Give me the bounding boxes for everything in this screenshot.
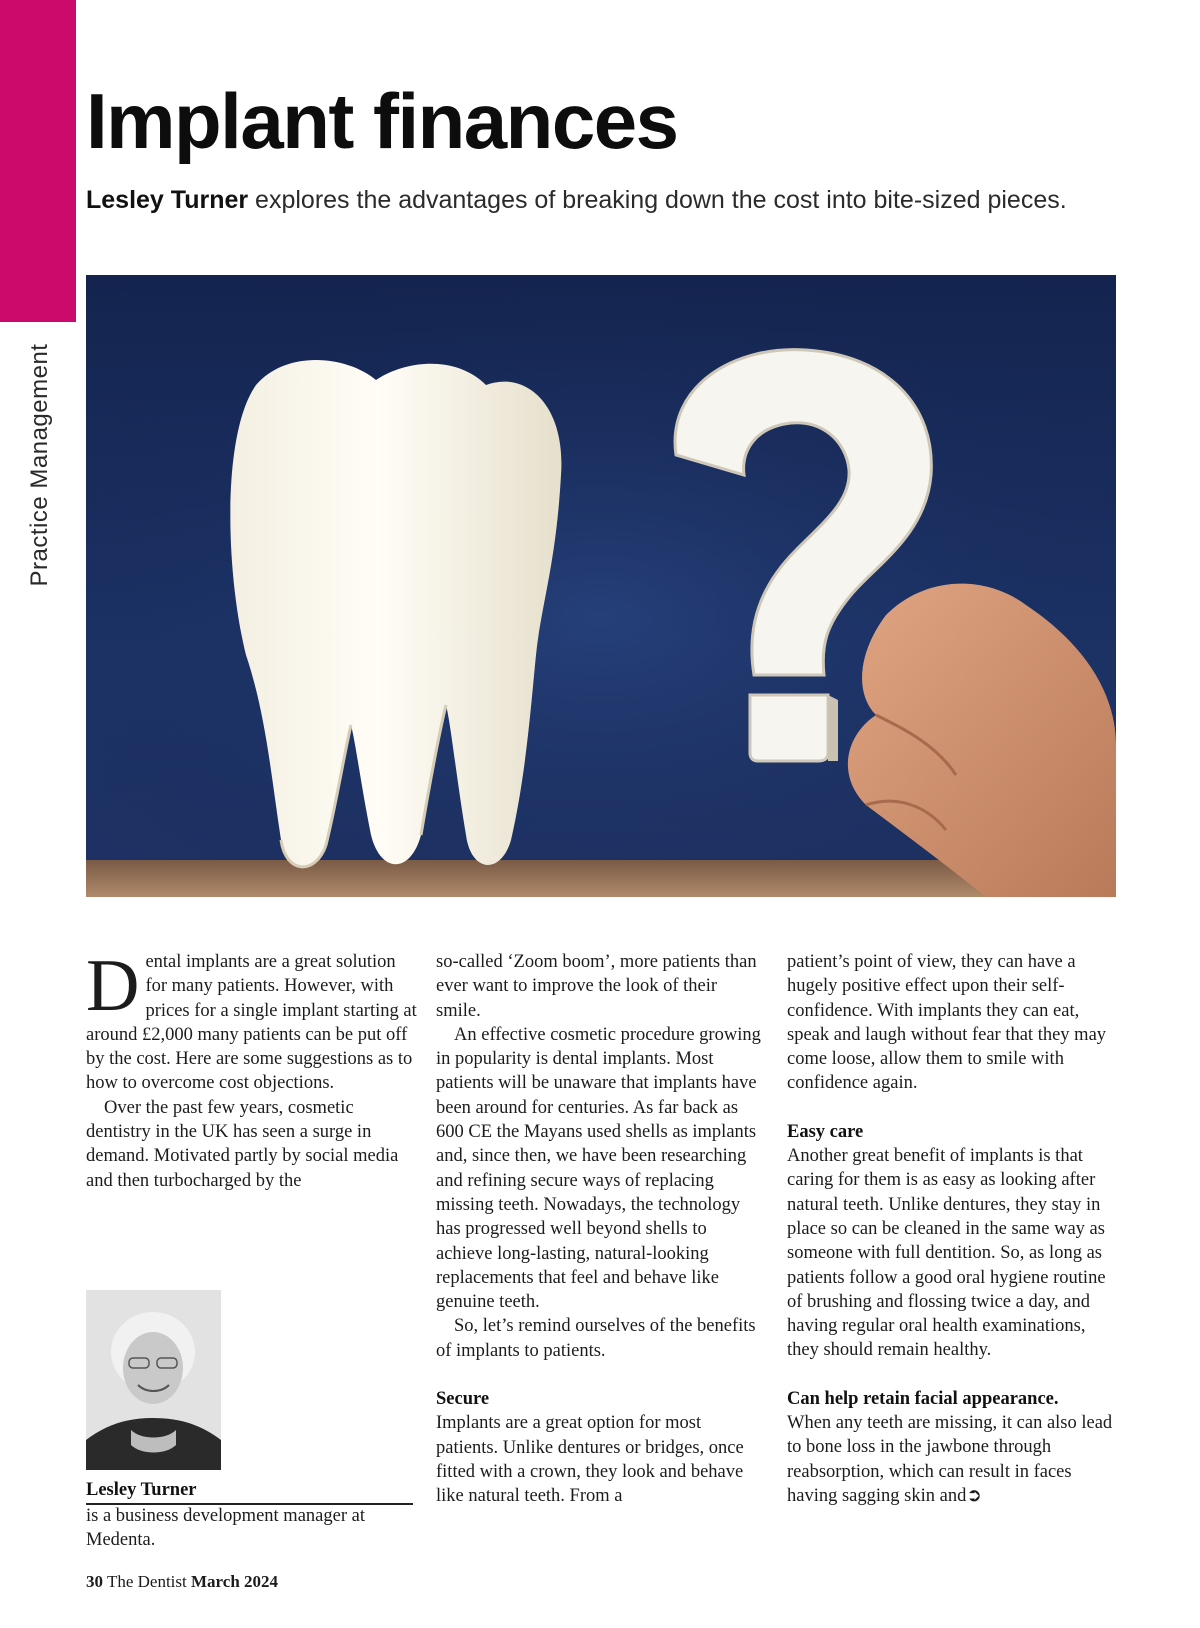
spacer bbox=[787, 1363, 1117, 1387]
section-label: Practice Management bbox=[26, 343, 53, 587]
paragraph: ental implants are a great solution for many patients. However, with prices for a single implant starting at around £2,000 many patients can be put off by the cost. Here are some suggestions as to how to overcome cost objections. bbox=[86, 952, 417, 1094]
issue-date: March 2024 bbox=[191, 1572, 279, 1591]
page-footer bbox=[86, 1572, 278, 1592]
author-bio: is a business development manager at Medenta. bbox=[86, 1506, 365, 1551]
paragraph: An effective cosmetic procedure growing in popularity is dental implants. Most patients will be unaware that implants have been around for centuries. As far back as 600 CE the Mayans used shells as implants and, since then, we have been researching and refining secure ways of replacing missing teeth. Nowadays, the technology has progressed well beyond shells to achieve long-lasting, natural-looking replacements that feel and behave like genuine teeth. bbox=[436, 1024, 761, 1313]
spacer bbox=[787, 1096, 1117, 1120]
section-accent-bar bbox=[0, 0, 76, 322]
tooth-question-mark-illustration bbox=[86, 275, 1116, 897]
article-column-2 bbox=[436, 950, 766, 1509]
author-portrait bbox=[86, 1290, 221, 1470]
paragraph: Over the past few years, cosmetic dentistry in the UK has seen a surge in demand. Motivated partly by social media and then turbocharged by the bbox=[86, 1097, 399, 1191]
hero-photo bbox=[86, 275, 1116, 897]
article-column-3 bbox=[787, 950, 1117, 1508]
article-column-1 bbox=[86, 945, 421, 1193]
spacer bbox=[436, 1363, 766, 1387]
paragraph-text: When any teeth are missing, it can also lead to bone loss in the jawbone through reabsorption, which can result in faces having sagging skin and bbox=[787, 1413, 1113, 1506]
author-name: Lesley Turner bbox=[86, 1480, 197, 1500]
subheading: Can help retain facial appearance. bbox=[787, 1388, 1059, 1409]
paragraph: So, let’s remind ourselves of the benefits of implants to patients. bbox=[436, 1316, 756, 1361]
paragraph: Implants are a great option for most patients. Unlike dentures or bridges, once fitted with a crown, they look and behave like natural teeth. From a bbox=[436, 1413, 744, 1507]
paragraph: Another great benefit of implants is that caring for them is as easy as looking after natural teeth. Unlike dentures, they stay in place so can be cleaned in the same way as someone with full dentition. So, as long as patients follow a good oral hygiene routine of brushing and flossing twice a day, and having regular oral health examinations, they should remain healthy. bbox=[787, 1146, 1106, 1361]
standfirst bbox=[86, 186, 1176, 215]
tooth-model bbox=[230, 360, 561, 867]
author-photo bbox=[86, 1290, 221, 1470]
page-title: Implant finances bbox=[86, 77, 678, 165]
standfirst-author: Lesley Turner bbox=[86, 186, 249, 214]
paragraph: patient’s point of view, they can have a hugely positive effect upon their self-confidence. With implants they can eat, speak and laugh without fear that they may come loose, allow them to smile with confidence again. bbox=[787, 952, 1107, 1094]
paragraph: so-called ‘Zoom boom’, more patients than ever want to improve the look of their smile. bbox=[436, 952, 757, 1021]
paragraph bbox=[787, 1411, 1117, 1508]
drop-cap: D bbox=[86, 945, 140, 1027]
subheading: Easy care bbox=[787, 1121, 864, 1142]
standfirst-text: explores the advantages of breaking down the cost into bite-sized pieces. bbox=[248, 186, 1067, 214]
page-number: 30 bbox=[86, 1572, 103, 1591]
arrow-continue-icon: ➲ bbox=[966, 1485, 982, 1506]
subheading: Secure bbox=[436, 1389, 490, 1410]
publication-name: The Dentist bbox=[106, 1572, 187, 1591]
